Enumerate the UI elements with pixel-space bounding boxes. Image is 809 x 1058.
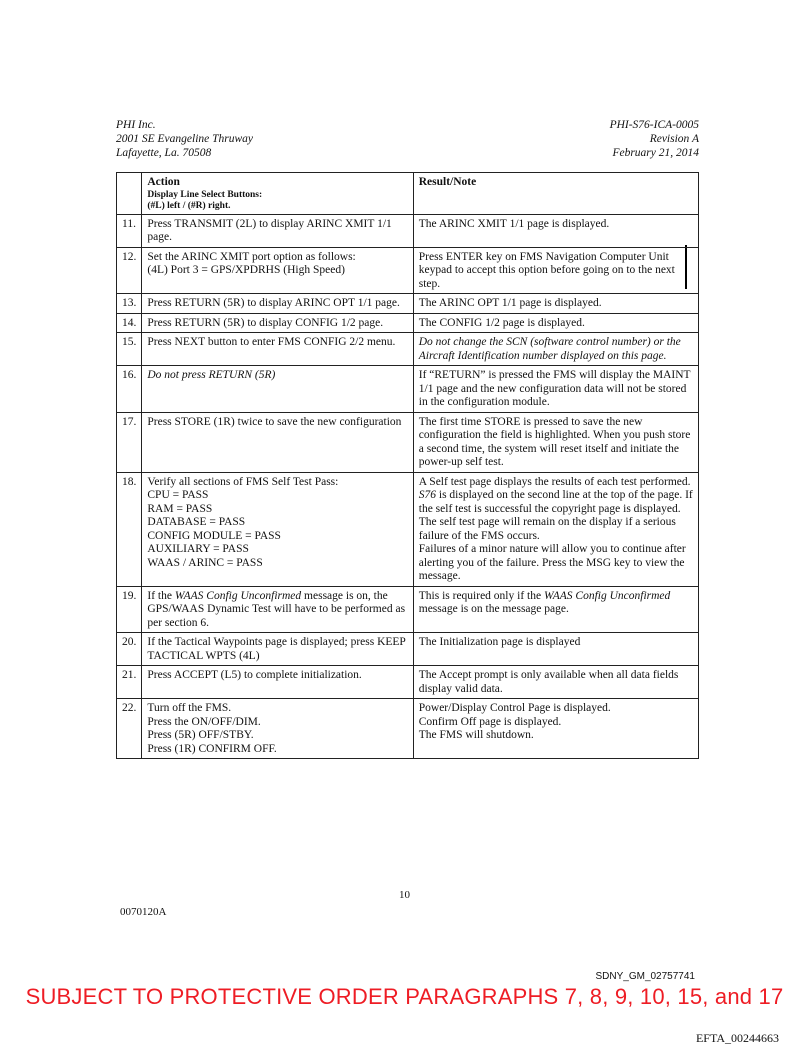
step-action [142,313,413,333]
protective-order-notice: SUBJECT TO PROTECTIVE ORDER PARAGRAPHS 7, 8, 9, 10, 15, and 17 [25,984,784,1009]
result-text [419,476,693,515]
action-text: Do not press RETURN (5R) [147,369,276,381]
table-row [117,586,699,633]
step-number: 17. [117,412,142,472]
step-number: 11. [117,214,142,247]
table-row [117,699,699,759]
action-text: If the Tactical Waypoints page is displayed; press KEEP TACTICAL WPTS (4L) [147,636,406,662]
action-text: Press TRANSMIT (2L) to display ARINC XMIT 1/1 page. [147,217,392,243]
table-row [117,666,699,699]
action-text: RAM = PASS [147,502,213,515]
table-row [117,214,699,247]
step-result [413,586,698,633]
result-text-part: This is required only if the [418,589,544,602]
action-text: Press NEXT button to enter FMS CONFIG 2/2 menu. [147,336,396,348]
step-action [142,294,413,314]
step-result [413,294,698,314]
step-result [413,472,698,586]
step-action [142,472,413,586]
column-header-action: Action [147,176,180,188]
bates-number: SDNY_GM_02757741 [595,971,695,982]
action-text: Press ACCEPT (L5) to complete initialization. [147,669,362,681]
step-action [142,333,413,366]
step-result [413,333,698,366]
action-text: Set the ARINC XMIT port option as follows: [147,250,356,263]
header-left [116,118,253,160]
step-result [413,699,698,759]
step-action [142,586,413,633]
table-row [117,333,699,366]
action-text-part: WAAS Config Unconfirmed [174,589,302,602]
action-text: (4L) Port 3 = GPS/XPDRHS (High Speed) [147,264,345,276]
action-text: Press the ON/OFF/DIM. [147,715,261,728]
result-text: If “RETURN” is pressed the FMS will display the MAINT 1/1 page and the new configuration data will not be stored in the configuration module. [418,369,691,408]
column-header-result: Result/Note [418,176,477,188]
table-row [117,412,699,472]
action-text: Turn off the FMS. [147,702,232,714]
action-text: Press (5R) OFF/STBY. [147,729,254,741]
header-num-cell [117,173,142,215]
step-result [413,633,698,666]
step-action [142,666,413,699]
step-action [142,247,413,294]
step-number: 18. [117,472,142,586]
result-text: The FMS will shutdown. [418,729,534,741]
result-text: The Accept prompt is only available when all data fields display valid data. [418,669,679,695]
document-revision: Revision A [649,133,699,145]
header-right [610,118,699,160]
procedure-table [116,172,699,759]
table-row [117,633,699,666]
action-text: Press RETURN (5R) to display CONFIG 1/2 page. [147,316,384,329]
step-number: 19. [117,586,142,633]
action-text: Verify all sections of FMS Self Test Pass: [147,475,339,488]
step-result [413,666,698,699]
page-number: 10 [399,889,410,901]
result-text-part: message is on the message page. [418,603,569,615]
result-text: The ARINC XMIT 1/1 page is displayed. [418,217,610,230]
result-text: The self test page will remain on the display if a serious failure of the FMS occurs. [418,516,676,542]
document-date: February 21, 2014 [612,147,699,159]
table-row [117,294,699,314]
result-text: The CONFIG 1/2 page is displayed. [418,316,585,329]
step-result [413,412,698,472]
step-result [413,366,698,413]
result-text: Press ENTER key on FMS Navigation Computer Unit keypad to accept this option before going on to the next step. [418,250,675,290]
action-text: WAAS / ARINC = PASS [147,556,263,569]
result-text: Power/Display Control Page is displayed. [418,702,611,714]
step-action [142,699,413,759]
document-id: PHI-S76-ICA-0005 [609,119,699,131]
result-text: Do not change the SCN (software control number) or the Aircraft Identification number displayed on this page. [418,336,681,362]
step-number: 22. [117,699,142,759]
result-text-part: A Self test page displays the results of each test performed. [418,475,691,488]
action-text: CPU = PASS [147,489,209,501]
result-text-part: WAAS Config Unconfirmed [543,589,671,602]
table-header-row [117,173,699,215]
action-text: Press RETURN (5R) to display ARINC OPT 1/1 page. [147,297,400,309]
step-result [413,313,698,333]
result-text: The Initialization page is displayed [418,636,581,648]
action-text-part: If the [147,589,175,602]
step-number: 15. [117,333,142,366]
table-row [117,247,699,294]
step-action [142,633,413,666]
table-row [117,366,699,413]
step-action [142,366,413,413]
company-city: Lafayette, La. 70508 [116,147,212,159]
column-header-action-sub1: Display Line Select Buttons: [147,189,263,200]
action-text: AUXILIARY = PASS [147,543,249,555]
step-result [413,214,698,247]
step-action [142,412,413,472]
result-text-part: is displayed on the second line at the top of the page. If the self test is successful the copyright page is displayed. [418,489,693,515]
action-text: Press (1R) CONFIRM OFF. [147,742,277,755]
step-number: 20. [117,633,142,666]
result-text: The ARINC OPT 1/1 page is displayed. [418,297,602,309]
action-text: CONFIG MODULE = PASS [147,529,281,542]
column-header-action-sub2: (#L) left / (#R) right. [147,200,231,211]
result-text: Confirm Off page is displayed. [418,715,562,728]
result-text: Failures of a minor nature will allow you to continue after alerting you of the failure. Press the MSG key to view the message. [418,543,686,582]
result-text: The first time STORE is pressed to save the new configuration the field is highlighted. When you push store a second time, the system will reset itself and initiate the power-up self test. [418,415,691,468]
step-result [413,247,698,294]
step-number: 16. [117,366,142,413]
step-number: 21. [117,666,142,699]
document-number: 0070120A [120,906,167,918]
header-action-cell [142,173,413,215]
header-result-cell [413,173,698,215]
action-text: DATABASE = PASS [147,516,246,528]
efta-number: EFTA_00244663 [695,1031,779,1045]
table-row [117,472,699,586]
company-name: PHI Inc. [116,119,156,131]
action-text: Press STORE (1R) twice to save the new configuration [147,415,402,428]
table-row [117,313,699,333]
step-number: 14. [117,313,142,333]
step-action [142,214,413,247]
action-text-part: message is on, the GPS/WAAS Dynamic Test will have to be performed as per section 6. [147,589,406,629]
company-address: 2001 SE Evangeline Thruway [116,133,254,145]
result-text-part: S76 [418,489,436,501]
step-number: 13. [117,294,142,314]
step-number: 12. [117,247,142,294]
